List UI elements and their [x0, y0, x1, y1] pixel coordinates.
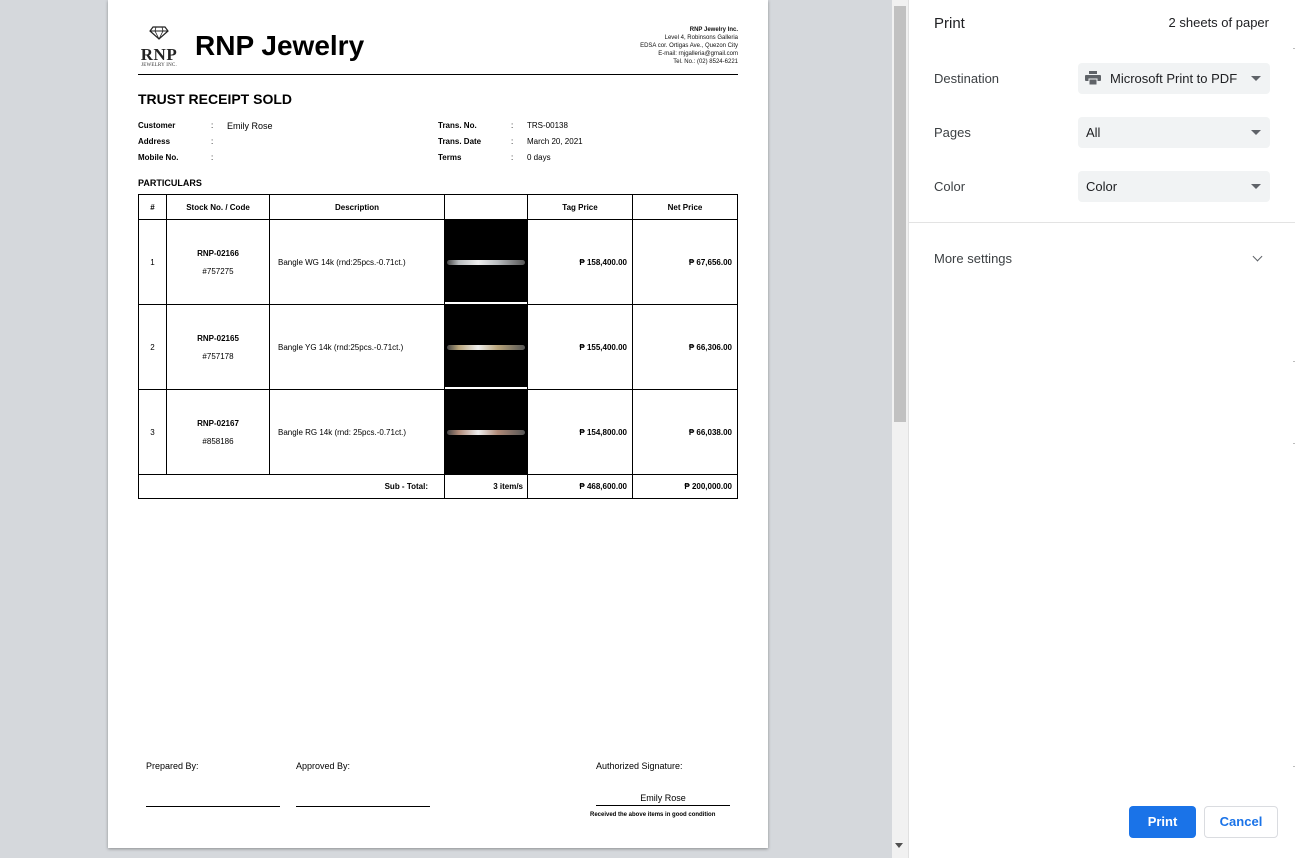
logo-subtext: JEWELRY INC. — [141, 63, 177, 68]
logo-text: RNP — [140, 45, 178, 64]
settings-divider — [909, 222, 1295, 223]
field-label: Address — [138, 137, 171, 146]
bangle-image — [447, 345, 525, 350]
col-header-net-price: Net Price — [633, 195, 738, 220]
item-code: #757178 — [202, 351, 234, 361]
authorized-signature-label: Authorized Signature: — [596, 761, 683, 771]
col-header-image — [445, 195, 528, 220]
particulars-heading: PARTICULARS — [138, 178, 202, 188]
bangle-image — [447, 430, 525, 435]
row-num: 2 — [139, 305, 167, 390]
field-colon: : — [211, 121, 214, 130]
dropdown-caret-icon — [1251, 76, 1261, 81]
company-address — [640, 26, 738, 66]
received-note: Received the above items in good condition — [590, 812, 716, 818]
sheets-count: 2 sheets of paper — [1168, 15, 1269, 30]
row-description: Bangle RG 14k (rnd: 25pcs.-0.71ct.) — [270, 390, 445, 475]
diamond-icon — [149, 26, 169, 40]
pages-value: All — [1086, 125, 1101, 140]
col-header-code: Stock No. / Code — [167, 195, 270, 220]
field-colon: : — [511, 153, 514, 162]
field-colon: : — [511, 137, 514, 146]
field-label: Customer — [138, 121, 176, 130]
more-settings-toggle[interactable]: More settings — [934, 251, 1013, 266]
subtotal-items: 3 item/s — [445, 475, 528, 499]
items-table — [138, 194, 738, 499]
stock-no: RNP-02167 — [197, 418, 239, 428]
field-label: Terms — [438, 153, 462, 162]
row-tag-price: ₱ 154,800.00 — [528, 390, 633, 475]
field-label: Mobile No. — [138, 153, 179, 162]
customer-value: Emily Rose — [227, 121, 273, 131]
item-code: #858186 — [202, 436, 234, 446]
col-header-num: # — [139, 195, 167, 220]
field-label: Trans. Date — [438, 137, 482, 146]
subtotal-tag-price: ₱ 468,600.00 — [528, 475, 633, 499]
col-header-tag-price: Tag Price — [528, 195, 633, 220]
row-code — [167, 220, 270, 305]
table-row — [139, 390, 738, 475]
field-colon: : — [211, 137, 214, 146]
subtotal-net-price: ₱ 200,000.00 — [633, 475, 738, 499]
pages-label: Pages — [934, 125, 971, 140]
row-net-price: ₱ 67,656.00 — [633, 220, 738, 305]
row-tag-price: ₱ 155,400.00 — [528, 305, 633, 390]
company-logo — [138, 26, 180, 68]
company-name: RNP Jewelry Inc. — [689, 27, 738, 33]
prepared-by-label: Prepared By: — [146, 761, 199, 771]
field-colon: : — [511, 121, 514, 130]
print-settings-panel — [908, 0, 1295, 858]
header-divider — [138, 74, 738, 75]
authorized-line — [596, 805, 730, 806]
row-num: 3 — [139, 390, 167, 475]
scrollbar-thumb[interactable] — [894, 6, 906, 422]
row-description: Bangle YG 14k (rnd:25pcs.-0.71ct.) — [270, 305, 445, 390]
item-code: #757275 — [202, 266, 234, 276]
product-image — [445, 220, 528, 305]
destination-value: Microsoft Print to PDF — [1110, 71, 1238, 86]
company-line: Tel. No.: (02) 8524-6221 — [673, 59, 738, 65]
destination-label: Destination — [934, 71, 1000, 86]
row-num: 1 — [139, 220, 167, 305]
chevron-down-icon[interactable] — [1253, 252, 1263, 262]
field-label: Trans. No. — [438, 121, 477, 130]
signer-name: Emily Rose — [640, 793, 686, 803]
product-image — [445, 305, 528, 390]
prepared-by-line — [146, 806, 280, 807]
dropdown-caret-icon — [1251, 130, 1261, 135]
scroll-down-arrow-icon[interactable] — [895, 843, 903, 848]
terms-value: 0 days — [527, 153, 551, 162]
company-line: Level 4, Robinsons Galleria — [664, 35, 738, 41]
preview-scrollbar[interactable] — [892, 0, 908, 858]
row-code — [167, 305, 270, 390]
document-title: TRUST RECEIPT SOLD — [138, 91, 293, 107]
dropdown-caret-icon — [1251, 184, 1261, 189]
row-net-price: ₱ 66,038.00 — [633, 390, 738, 475]
panel-title: Print — [934, 15, 965, 32]
row-description: Bangle WG 14k (rnd:25pcs.-0.71ct.) — [270, 220, 445, 305]
approved-by-line — [296, 806, 430, 807]
brand-name: RNP Jewelry — [195, 30, 365, 61]
printer-icon — [1085, 71, 1101, 85]
customer-info — [138, 121, 388, 165]
bangle-image — [447, 260, 525, 265]
company-line: E-mail: rnjgalleria@gmail.com — [658, 51, 738, 57]
subtotal-row — [139, 475, 738, 499]
color-select[interactable] — [1078, 171, 1270, 202]
document-page — [108, 0, 768, 848]
approved-by-label: Approved By: — [296, 761, 351, 771]
print-button[interactable]: Print — [1129, 806, 1196, 838]
field-colon: : — [211, 153, 214, 162]
stock-no: RNP-02166 — [197, 248, 239, 258]
row-net-price: ₱ 66,306.00 — [633, 305, 738, 390]
color-value: Color — [1086, 179, 1118, 194]
color-label: Color — [934, 179, 966, 194]
trans-no-value: TRS-00138 — [527, 121, 568, 130]
company-line: EDSA cor. Ortigas Ave., Quezon City — [640, 43, 738, 49]
table-header-row — [139, 195, 738, 220]
table-row — [139, 305, 738, 390]
cancel-button[interactable]: Cancel — [1204, 806, 1278, 838]
subtotal-label: Sub - Total: — [139, 475, 445, 499]
pages-select[interactable] — [1078, 117, 1270, 148]
destination-select[interactable] — [1078, 63, 1270, 94]
row-tag-price: ₱ 158,400.00 — [528, 220, 633, 305]
product-image — [445, 390, 528, 475]
col-header-desc: Description — [270, 195, 445, 220]
row-code — [167, 390, 270, 475]
transaction-info — [438, 121, 688, 165]
stock-no: RNP-02165 — [197, 333, 239, 343]
trans-date-value: March 20, 2021 — [527, 137, 583, 146]
table-row — [139, 220, 738, 305]
